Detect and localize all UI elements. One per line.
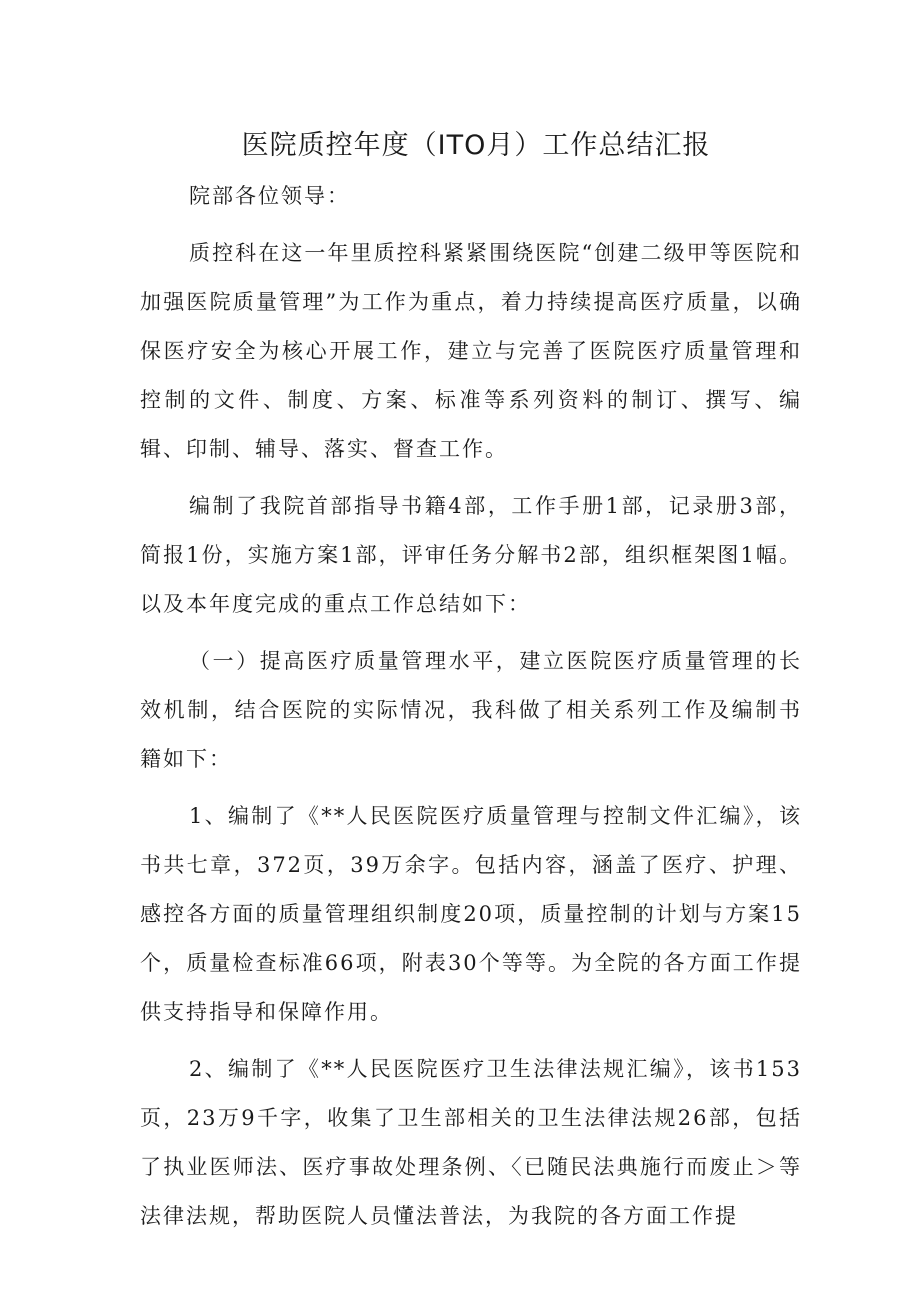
- salutation: 院部各位领导：: [189, 184, 350, 208]
- paragraph-item-two: 2、编制了《**人民医院医疗卫生法律法规汇编》，该书153页，23万9千字，收集了卫生部相关的卫生法律法规26部，包括了执业医师法、医疗事故处理条例、〈已随民法典施行而废止＞等法律法规，帮助医院人员懂法普法，为我院的各方面工作提: [140, 1057, 802, 1228]
- paragraph-intro: 质控科在这一年里质控科紧紧围绕医院“创建二级甲等医院和加强医院质量管理”为工作为重点，着力持续提高医疗质量，以确保医疗安全为核心开展工作，建立与完善了医院医疗质量管理和控制的文件、制度、方案、标准等系列资料的制订、撰写、编辑、印制、辅导、落实、督查工作。: [140, 241, 802, 461]
- paragraph-section-one: （一）提高医疗质量管理水平，建立医院医疗质量管理的长效机制，结合医院的实际情况，我科做了相关系列工作及编制书籍如下：: [140, 649, 802, 771]
- paragraph-compiled-books: 编制了我院首部指导书籍4部，工作手册1部，记录册3部，简报1份，实施方案1部，评审任务分解书2部，组织框架图1幅。以及本年度完成的重点工作总结如下：: [140, 494, 802, 616]
- document-title: 医院质控年度（ITO月）工作总结汇报: [241, 130, 711, 161]
- paragraph-item-one: 1、编制了《**人民医院医疗质量管理与控制文件汇编》，该书共七章，372页，39万余字。包括内容，涵盖了医疗、护理、感控各方面的质量管理组织制度20项，质量控制的计划与方案15个，质量检查标准66项，附表30个等等。为全院的各方面工作提供支持指导和保障作用。: [140, 804, 802, 1024]
